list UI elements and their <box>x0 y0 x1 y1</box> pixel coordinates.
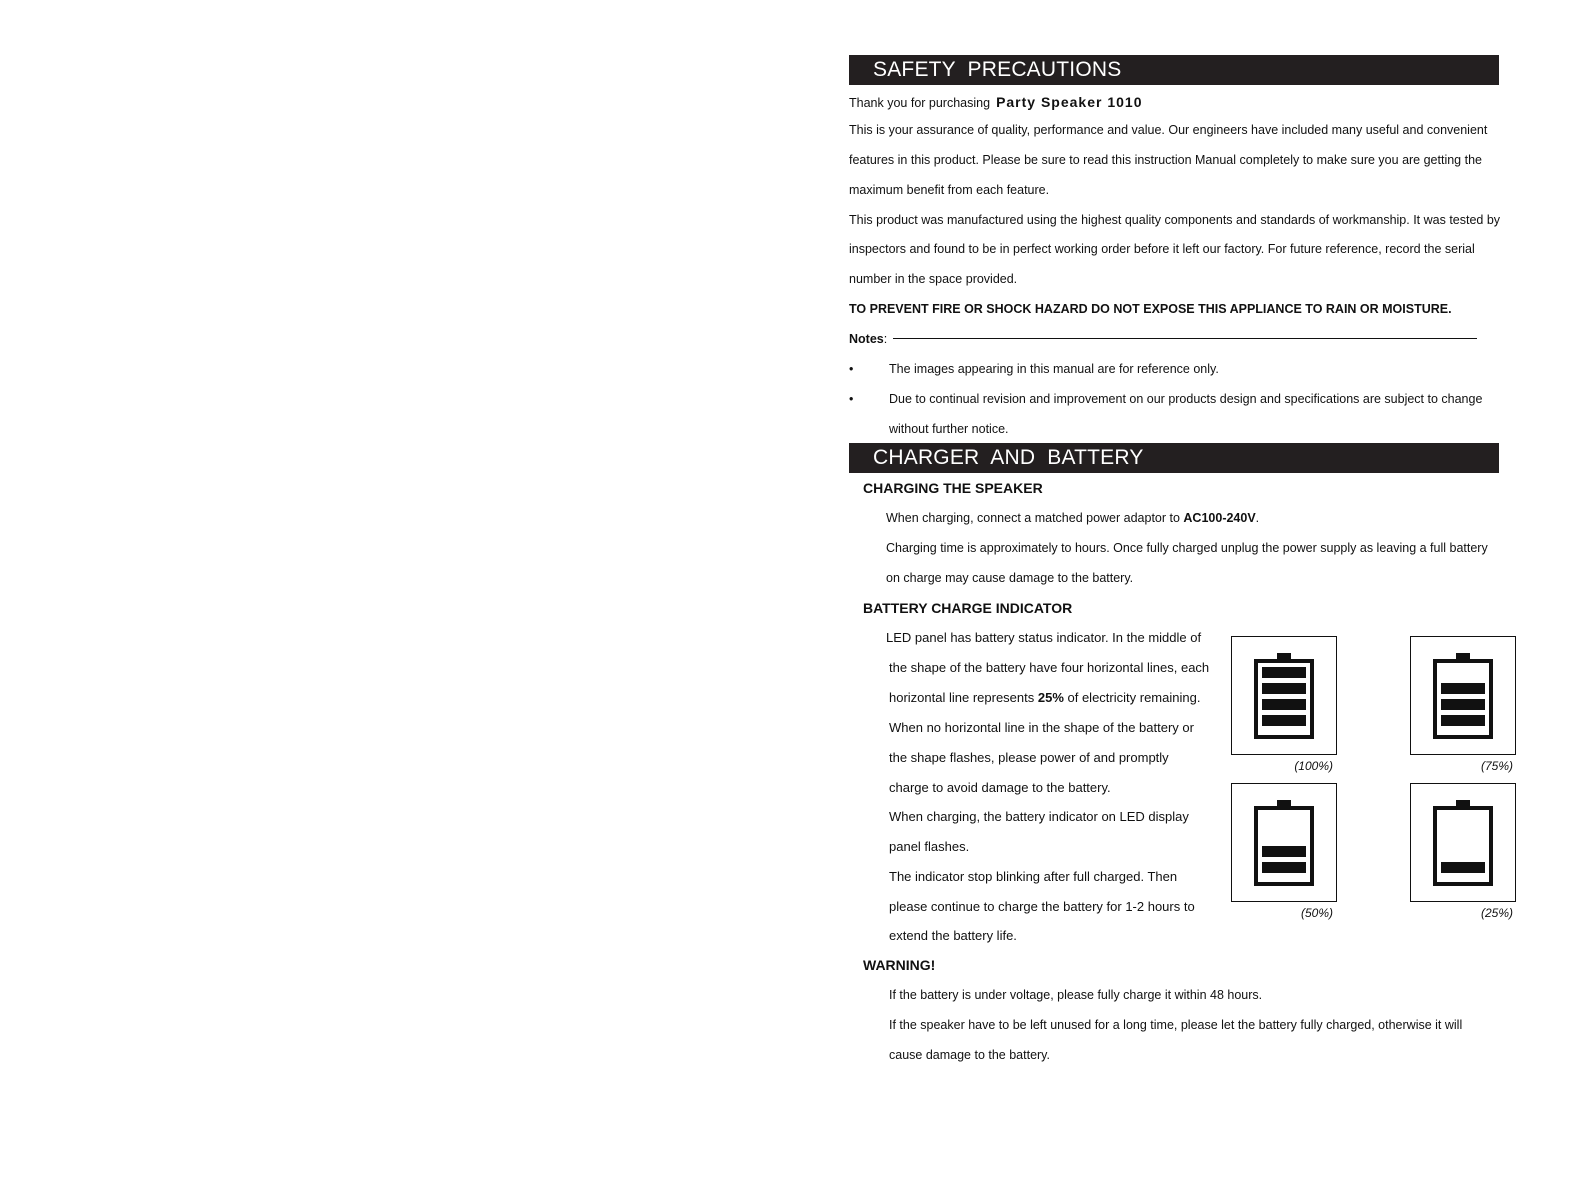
safety-paragraph-line: features in this product. Please be sure to read this instruction Manual completely to make sure you are getting the <box>849 153 1482 167</box>
warning-line-3: cause damage to the battery. <box>889 1048 1050 1062</box>
indicator-line: LED panel has battery status indicator. In the middle of <box>886 630 1202 645</box>
safety-precautions-heading: SAFETY PRECAUTIONS <box>849 55 1499 85</box>
battery-level-segment <box>1441 862 1485 873</box>
battery-caption-100: (100%) <box>1294 759 1333 773</box>
indicator-line: please continue to charge the battery for 1-2 hours to <box>889 899 1195 914</box>
battery-75-figure <box>1410 636 1516 755</box>
charging-time-line-2: on charge may cause damage to the battery. <box>886 571 1134 585</box>
thanks-prefix: Thank you for purchasing <box>849 96 991 110</box>
indicator-line <box>889 690 1200 706</box>
battery-caption-50: (50%) <box>1300 906 1333 920</box>
thanks-line <box>849 94 1143 111</box>
indicator-line: When charging, the battery indicator on LED display <box>889 809 1189 824</box>
notes-label-text: Notes <box>849 332 884 346</box>
indicator-line-prefix: horizontal line represents <box>889 690 1038 705</box>
indicator-line: The indicator stop blinking after full charged. Then <box>889 869 1178 884</box>
safety-paragraph-line: This is your assurance of quality, performance and value. Our engineers have included many useful and convenient <box>849 123 1488 137</box>
indicator-line: panel flashes. <box>889 839 970 854</box>
indicator-percent: 25% <box>1037 690 1064 705</box>
battery-level-segment <box>1262 667 1306 678</box>
warning-title: WARNING! <box>863 957 936 973</box>
notes-label <box>849 331 887 347</box>
battery-level-segment <box>1262 846 1306 857</box>
battery-50-figure <box>1231 783 1337 902</box>
battery-level-segment <box>1441 699 1485 710</box>
indicator-line: the shape flashes, please power of and promptly <box>889 750 1169 765</box>
note-bullet-icon: • <box>849 392 854 406</box>
charging-speaker-title: CHARGING THE SPEAKER <box>863 480 1043 496</box>
notes-colon: : <box>883 332 888 346</box>
warning-line-2: If the speaker have to be left unused for a long time, please let the battery fully charged, otherwise it will <box>889 1018 1463 1032</box>
battery-level-segment <box>1262 862 1306 873</box>
note-item-1: The images appearing in this manual are for reference only. <box>889 362 1219 376</box>
battery-25-figure <box>1410 783 1516 902</box>
indicator-line: extend the battery life. <box>889 928 1017 943</box>
battery-level-segment <box>1441 715 1485 726</box>
battery-level-segment <box>1262 683 1306 694</box>
safety-paragraph-line: inspectors and found to be in perfect working order before it left our factory. For future reference, record the serial <box>849 242 1475 256</box>
battery-indicator-title: BATTERY CHARGE INDICATOR <box>863 600 1073 616</box>
indicator-line: When no horizontal line in the shape of the battery or <box>889 720 1194 735</box>
battery-body <box>1433 806 1493 886</box>
battery-caption-25: (25%) <box>1480 906 1513 920</box>
battery-body <box>1254 806 1314 886</box>
adaptor-prefix: When charging, connect a matched power adaptor to <box>886 511 1184 525</box>
note-bullet-icon: • <box>849 362 854 376</box>
safety-paragraph-line: This product was manufactured using the highest quality components and standards of workmanship. It was tested by <box>849 213 1501 227</box>
notes-divider <box>893 338 1477 339</box>
safety-paragraph-line: number in the space provided. <box>849 272 1018 286</box>
warning-line-1: If the battery is under voltage, please fully charge it within 48 hours. <box>889 988 1263 1002</box>
indicator-line: the shape of the battery have four horizontal lines, each <box>889 660 1210 675</box>
fire-shock-warning: TO PREVENT FIRE OR SHOCK HAZARD DO NOT EXPOSE THIS APPLIANCE TO RAIN OR MOISTURE. <box>849 302 1452 316</box>
charger-battery-heading: CHARGER AND BATTERY <box>849 443 1499 473</box>
note-item-2-line-2: without further notice. <box>889 422 1009 436</box>
battery-100-figure <box>1231 636 1337 755</box>
battery-body <box>1254 659 1314 739</box>
charging-time-line-1: Charging time is approximately to hours. Once fully charged unplug the power supply as leaving a full battery <box>886 541 1488 555</box>
battery-body <box>1433 659 1493 739</box>
battery-level-segment <box>1262 715 1306 726</box>
safety-paragraph-line: maximum benefit from each feature. <box>849 183 1050 197</box>
battery-caption-75: (75%) <box>1480 759 1513 773</box>
product-name: Party Speaker 1010 <box>996 94 1143 110</box>
adaptor-suffix: . <box>1255 511 1260 525</box>
adaptor-line <box>886 510 1259 526</box>
battery-level-segment <box>1262 699 1306 710</box>
indicator-line: charge to avoid damage to the battery. <box>889 780 1111 795</box>
indicator-line-suffix: of electricity remaining. <box>1063 690 1201 705</box>
adaptor-voltage: AC100-240V <box>1183 511 1256 525</box>
battery-level-segment <box>1441 683 1485 694</box>
note-item-2-line-1: Due to continual revision and improvement on our products design and specifications are subject to change <box>889 392 1483 406</box>
